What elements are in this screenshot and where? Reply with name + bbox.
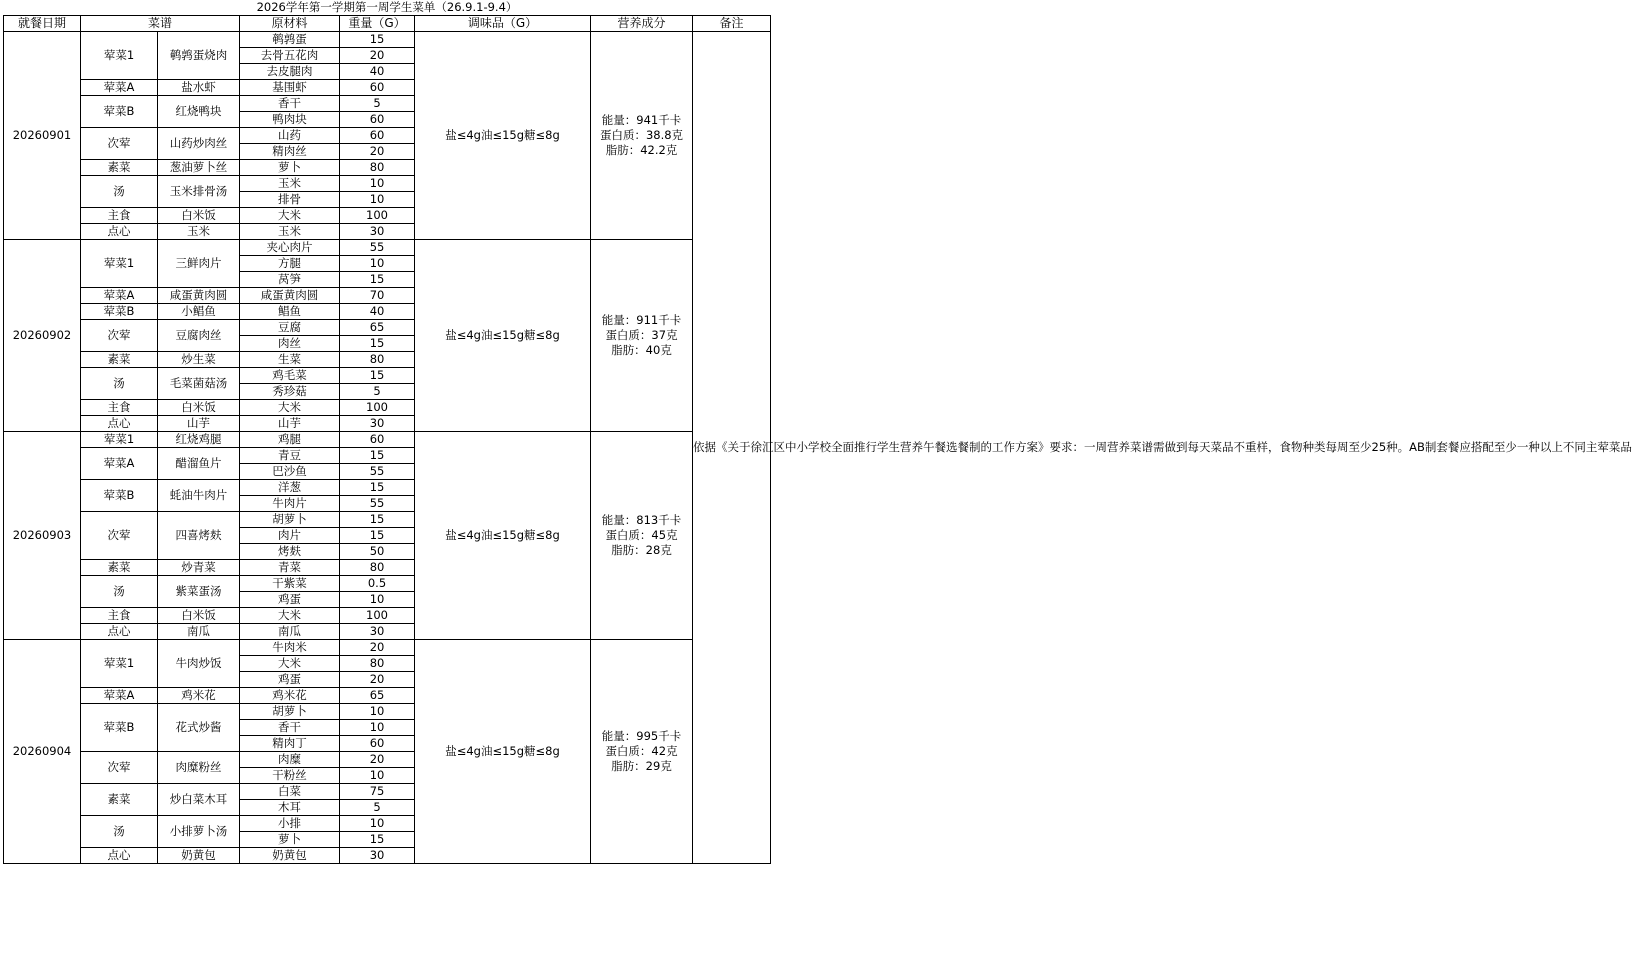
ingredient-weight: 30 [340, 624, 415, 640]
ingredient-weight: 100 [340, 400, 415, 416]
table-row [4, 32, 771, 48]
dish-name: 玉米 [158, 224, 240, 240]
ingredient-name: 鸡蛋 [240, 592, 340, 608]
seasoning-limit: 盐≤4g油≤15g糖≤8g [415, 640, 591, 864]
menu-title: 2026学年第一学期第一周学生菜单（26.9.1-9.4） [256, 0, 518, 14]
ingredient-weight: 80 [340, 656, 415, 672]
nutrition-energy: 能量：941千卡 [601, 113, 682, 127]
ingredient-name: 烤麸 [240, 544, 340, 560]
menu-table [3, 15, 1632, 864]
ingredient-weight: 30 [340, 416, 415, 432]
dish-category: 素菜 [81, 160, 158, 176]
ingredient-weight: 10 [340, 704, 415, 720]
ingredient-name: 玉米 [240, 224, 340, 240]
nutrition-energy: 能量：813千卡 [601, 513, 682, 527]
dish-category: 次荤 [81, 128, 158, 160]
ingredient-name: 胡萝卜 [240, 704, 340, 720]
ingredient-weight: 30 [340, 224, 415, 240]
dish-category: 点心 [81, 848, 158, 864]
dish-name: 炒生菜 [158, 352, 240, 368]
dish-category: 荤菜1 [81, 432, 158, 448]
ingredient-weight: 10 [340, 816, 415, 832]
ingredient-name: 胡萝卜 [240, 512, 340, 528]
ingredient-weight: 10 [340, 176, 415, 192]
ingredient-weight: 65 [340, 688, 415, 704]
dish-category: 点心 [81, 224, 158, 240]
ingredient-weight: 15 [340, 336, 415, 352]
ingredient-name: 萝卜 [240, 160, 340, 176]
ingredient-weight: 5 [340, 800, 415, 816]
nutrition-energy: 能量：911千卡 [601, 313, 682, 327]
nutrition-protein: 蛋白质：38.8克 [599, 128, 684, 142]
ingredient-name: 洋葱 [240, 480, 340, 496]
nutrition-protein: 蛋白质：37克 [605, 328, 678, 342]
dish-name: 四喜烤麸 [158, 512, 240, 560]
ingredient-name: 鸭肉块 [240, 112, 340, 128]
ingredient-weight: 100 [340, 208, 415, 224]
ingredient-name: 木耳 [240, 800, 340, 816]
dish-category: 汤 [81, 176, 158, 208]
dish-name: 豆腐肉丝 [158, 320, 240, 352]
dish-category: 次荤 [81, 752, 158, 784]
ingredient-weight: 15 [340, 368, 415, 384]
dish-category: 汤 [81, 816, 158, 848]
dish-category: 荤菜B [81, 96, 158, 128]
header-nutrition: 营养成分 [591, 16, 693, 32]
ingredient-weight: 5 [340, 384, 415, 400]
ingredient-name: 鹌鹑蛋 [240, 32, 340, 48]
dish-name: 盐水虾 [158, 80, 240, 96]
ingredient-name: 鸡毛菜 [240, 368, 340, 384]
ingredient-name: 玉米 [240, 176, 340, 192]
ingredient-weight: 15 [340, 448, 415, 464]
dish-category: 主食 [81, 608, 158, 624]
ingredient-name: 鸡腿 [240, 432, 340, 448]
dish-name: 鸡米花 [158, 688, 240, 704]
ingredient-name: 南瓜 [240, 624, 340, 640]
header-row [4, 16, 771, 32]
nutrition-info [591, 432, 693, 640]
dish-category: 素菜 [81, 560, 158, 576]
meal-date: 20260904 [4, 640, 81, 864]
ingredient-weight: 20 [340, 144, 415, 160]
ingredient-weight: 30 [340, 848, 415, 864]
ingredient-weight: 15 [340, 32, 415, 48]
ingredient-name: 去骨五花肉 [240, 48, 340, 64]
dish-name: 南瓜 [158, 624, 240, 640]
ingredient-weight: 55 [340, 464, 415, 480]
ingredient-weight: 10 [340, 256, 415, 272]
dish-name: 醋溜鱼片 [158, 448, 240, 480]
ingredient-weight: 55 [340, 496, 415, 512]
dish-name: 三鲜肉片 [158, 240, 240, 288]
dish-category: 荤菜1 [81, 640, 158, 688]
dish-name: 小排萝卜汤 [158, 816, 240, 848]
dish-category: 点心 [81, 624, 158, 640]
dish-name: 白米饭 [158, 208, 240, 224]
ingredient-weight: 80 [340, 560, 415, 576]
nutrition-fat: 脂肪：40克 [611, 343, 672, 357]
ingredient-name: 青豆 [240, 448, 340, 464]
ingredient-name: 干紫菜 [240, 576, 340, 592]
meal-date: 20260903 [4, 432, 81, 640]
ingredient-name: 白菜 [240, 784, 340, 800]
ingredient-name: 基围虾 [240, 80, 340, 96]
ingredient-weight: 10 [340, 192, 415, 208]
dish-category: 荤菜A [81, 448, 158, 480]
ingredient-weight: 20 [340, 672, 415, 688]
nutrition-info [591, 32, 693, 240]
seasoning-limit: 盐≤4g油≤15g糖≤8g [415, 32, 591, 240]
header-dish: 菜谱 [81, 16, 240, 32]
ingredient-weight: 60 [340, 80, 415, 96]
dish-name: 红烧鸭块 [158, 96, 240, 128]
ingredient-name: 精肉丝 [240, 144, 340, 160]
dish-category: 荤菜B [81, 704, 158, 752]
dish-name: 炒青菜 [158, 560, 240, 576]
dish-category: 次荤 [81, 320, 158, 352]
ingredient-weight: 10 [340, 592, 415, 608]
dish-name: 鹌鹑蛋烧肉 [158, 32, 240, 80]
ingredient-name: 香干 [240, 720, 340, 736]
table-row [4, 432, 771, 448]
ingredient-name: 山药 [240, 128, 340, 144]
header-date: 就餐日期 [4, 16, 81, 32]
ingredient-weight: 20 [340, 752, 415, 768]
dish-name: 小鲳鱼 [158, 304, 240, 320]
ingredient-weight: 15 [340, 272, 415, 288]
ingredient-name: 生菜 [240, 352, 340, 368]
nutrition-fat: 脂肪：28克 [611, 543, 672, 557]
dish-name: 紫菜蛋汤 [158, 576, 240, 608]
dish-category: 荤菜1 [81, 240, 158, 288]
nutrition-fat: 脂肪：42.2克 [605, 143, 678, 157]
nutrition-energy: 能量：995千卡 [601, 729, 682, 743]
remarks-note: 依据《关于徐汇区中小学校全面推行学生营养午餐选餐制的工作方案》要求：一周营养菜谱需做到每天菜品不重样，食物种类每周至少25种。AB制套餐应搭配至少一种以上不同主荤菜品 [693, 32, 771, 864]
ingredient-name: 豆腐 [240, 320, 340, 336]
ingredient-name: 咸蛋黄肉圆 [240, 288, 340, 304]
ingredient-name: 牛肉米 [240, 640, 340, 656]
ingredient-weight: 60 [340, 112, 415, 128]
ingredient-weight: 20 [340, 640, 415, 656]
dish-name: 牛肉炒饭 [158, 640, 240, 688]
seasoning-limit: 盐≤4g油≤15g糖≤8g [415, 432, 591, 640]
ingredient-name: 青菜 [240, 560, 340, 576]
ingredient-weight: 80 [340, 160, 415, 176]
ingredient-weight: 100 [340, 608, 415, 624]
ingredient-weight: 40 [340, 64, 415, 80]
dish-category: 荤菜A [81, 688, 158, 704]
ingredient-weight: 20 [340, 48, 415, 64]
ingredient-weight: 75 [340, 784, 415, 800]
table-row [4, 640, 771, 656]
ingredient-name: 夹心肉片 [240, 240, 340, 256]
ingredient-weight: 10 [340, 720, 415, 736]
ingredient-name: 小排 [240, 816, 340, 832]
ingredient-name: 山芋 [240, 416, 340, 432]
ingredient-name: 萝卜 [240, 832, 340, 848]
dish-category: 素菜 [81, 784, 158, 816]
dish-category: 点心 [81, 416, 158, 432]
ingredient-weight: 15 [340, 512, 415, 528]
ingredient-weight: 70 [340, 288, 415, 304]
dish-category: 荤菜A [81, 80, 158, 96]
dish-name: 玉米排骨汤 [158, 176, 240, 208]
ingredient-weight: 15 [340, 528, 415, 544]
nutrition-fat: 脂肪：29克 [611, 759, 672, 773]
ingredient-name: 大米 [240, 208, 340, 224]
header-ingredient: 原材料 [240, 16, 340, 32]
ingredient-name: 奶黄包 [240, 848, 340, 864]
dish-name: 炒白菜木耳 [158, 784, 240, 816]
ingredient-name: 牛肉片 [240, 496, 340, 512]
dish-name: 白米饭 [158, 608, 240, 624]
nutrition-protein: 蛋白质：42克 [605, 744, 678, 758]
nutrition-info [591, 640, 693, 864]
dish-category: 荤菜A [81, 288, 158, 304]
dish-name: 白米饭 [158, 400, 240, 416]
ingredient-name: 大米 [240, 400, 340, 416]
seasoning-limit: 盐≤4g油≤15g糖≤8g [415, 240, 591, 432]
dish-category: 素菜 [81, 352, 158, 368]
dish-name: 山芋 [158, 416, 240, 432]
dish-category: 荤菜B [81, 480, 158, 512]
ingredient-weight: 50 [340, 544, 415, 560]
ingredient-name: 去皮腿肉 [240, 64, 340, 80]
ingredient-weight: 80 [340, 352, 415, 368]
nutrition-protein: 蛋白质：45克 [605, 528, 678, 542]
ingredient-name: 鲳鱼 [240, 304, 340, 320]
ingredient-weight: 55 [340, 240, 415, 256]
ingredient-name: 大米 [240, 608, 340, 624]
meal-date: 20260901 [4, 32, 81, 240]
header-seasoning: 调味品（G） [415, 16, 591, 32]
dish-name: 咸蛋黄肉圆 [158, 288, 240, 304]
nutrition-info [591, 240, 693, 432]
ingredient-weight: 40 [340, 304, 415, 320]
ingredient-weight: 15 [340, 832, 415, 848]
ingredient-name: 大米 [240, 656, 340, 672]
ingredient-name: 鸡蛋 [240, 672, 340, 688]
meal-date: 20260902 [4, 240, 81, 432]
ingredient-weight: 60 [340, 432, 415, 448]
ingredient-name: 肉片 [240, 528, 340, 544]
ingredient-name: 肉糜 [240, 752, 340, 768]
ingredient-name: 莴笋 [240, 272, 340, 288]
dish-category: 主食 [81, 400, 158, 416]
ingredient-name: 排骨 [240, 192, 340, 208]
dish-name: 肉糜粉丝 [158, 752, 240, 784]
header-note: 备注 [693, 16, 771, 32]
dish-name: 花式炒酱 [158, 704, 240, 752]
ingredient-name: 方腿 [240, 256, 340, 272]
dish-category: 汤 [81, 576, 158, 608]
ingredient-weight: 65 [340, 320, 415, 336]
dish-category: 主食 [81, 208, 158, 224]
ingredient-weight: 60 [340, 128, 415, 144]
dish-category: 荤菜B [81, 304, 158, 320]
ingredient-name: 巴沙鱼 [240, 464, 340, 480]
header-weight: 重量（G） [340, 16, 415, 32]
dish-category: 次荤 [81, 512, 158, 560]
ingredient-weight: 5 [340, 96, 415, 112]
ingredient-weight: 60 [340, 736, 415, 752]
dish-category: 汤 [81, 368, 158, 400]
ingredient-weight: 15 [340, 480, 415, 496]
ingredient-name: 肉丝 [240, 336, 340, 352]
ingredient-name: 香干 [240, 96, 340, 112]
ingredient-name: 干粉丝 [240, 768, 340, 784]
table-row [4, 240, 771, 256]
ingredient-weight: 10 [340, 768, 415, 784]
dish-name: 红烧鸡腿 [158, 432, 240, 448]
ingredient-name: 精肉丁 [240, 736, 340, 752]
dish-name: 毛菜菌菇汤 [158, 368, 240, 400]
ingredient-name: 鸡米花 [240, 688, 340, 704]
dish-name: 山药炒肉丝 [158, 128, 240, 160]
dish-category: 荤菜1 [81, 32, 158, 80]
dish-name: 奶黄包 [158, 848, 240, 864]
ingredient-name: 秀珍菇 [240, 384, 340, 400]
ingredient-weight: 0.5 [340, 576, 415, 592]
dish-name: 葱油萝卜丝 [158, 160, 240, 176]
dish-name: 蚝油牛肉片 [158, 480, 240, 512]
